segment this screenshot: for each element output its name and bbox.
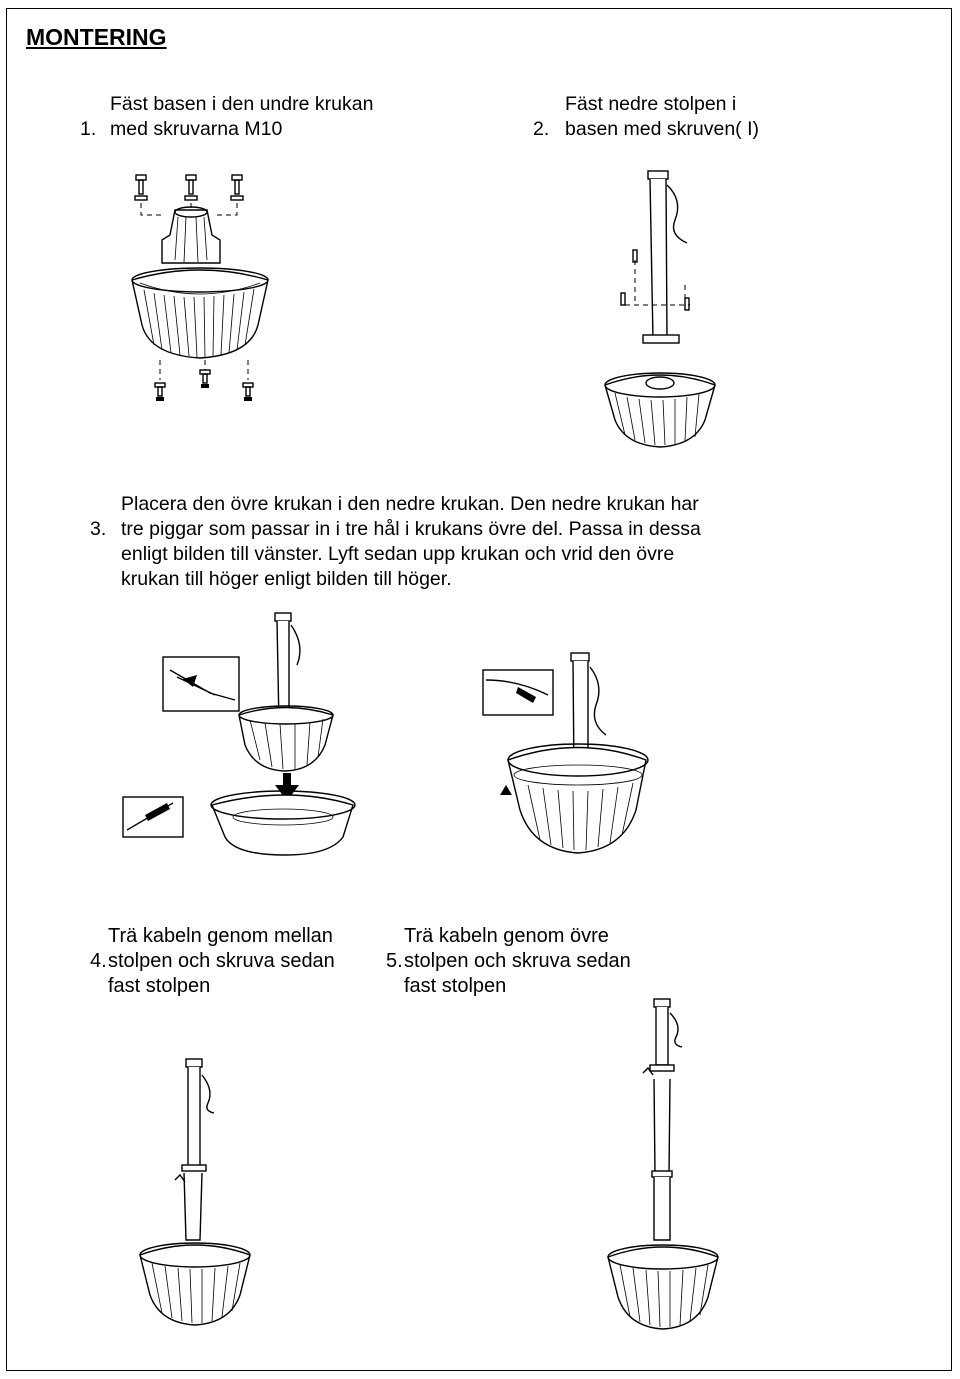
fig-3a-upper-pot-into-lower-pot bbox=[115, 605, 375, 860]
step-5-text: Trä kabeln genom övre stolpen och skruva sedan fast stolpen bbox=[404, 925, 631, 997]
fig-2-lower-post-into-base bbox=[595, 165, 725, 455]
step-1-number: 1. bbox=[80, 118, 97, 140]
fig-1-base-and-lower-pot bbox=[120, 165, 280, 415]
step-2 bbox=[533, 92, 760, 167]
step-3-text: Placera den övre krukan i den nedre krukan. Den nedre krukan har tre piggar som passar in i tre hål i krukans övre del. Passa in dessa enligt bilden till vänster. Lyft sedan upp krukan och vrid den övre krukan till höger enligt bilden till höger. bbox=[121, 493, 701, 590]
page-title: MONTERING bbox=[26, 24, 167, 50]
step-4-text: Trä kabeln genom mellan stolpen och skruva sedan fast stolpen bbox=[108, 925, 335, 997]
step-5 bbox=[386, 924, 631, 997]
step-1 bbox=[80, 92, 374, 167]
step-1-text: Fäst basen i den undre krukan med skruvarna M10 bbox=[110, 93, 374, 140]
screw-icon bbox=[155, 370, 253, 401]
step-4 bbox=[90, 924, 335, 997]
step-3-number: 3. bbox=[90, 518, 107, 540]
step-2-text: Fäst nedre stolpen i basen med skruven( I) bbox=[565, 93, 760, 140]
screw-icon bbox=[135, 175, 243, 200]
step-4-number: 4. bbox=[90, 950, 107, 972]
step-3 bbox=[90, 492, 701, 590]
step-5-number: 5. bbox=[386, 950, 403, 972]
fig-4-middle-post bbox=[130, 1055, 260, 1355]
fig-5-upper-post bbox=[598, 995, 728, 1355]
fig-3b-rotate-upper-pot bbox=[478, 645, 668, 865]
step-2-number: 2. bbox=[533, 118, 550, 140]
